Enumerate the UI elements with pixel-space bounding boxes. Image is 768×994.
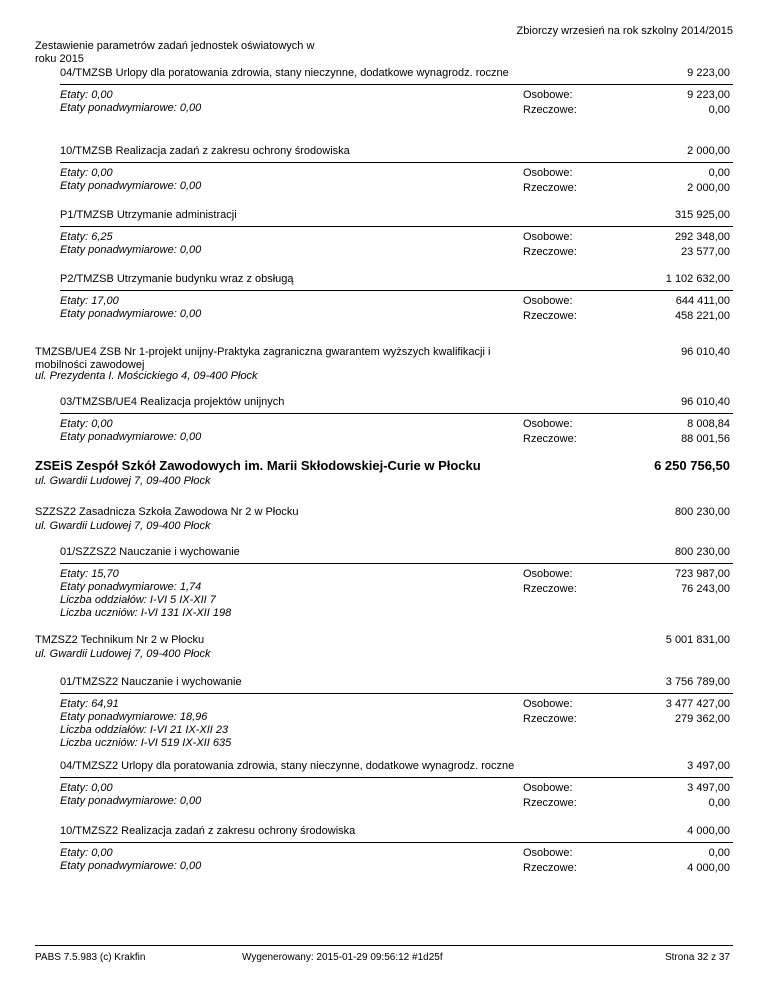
osobowe-label: Osobowe: — [523, 847, 573, 859]
footer-generated: Wygenerowany: 2015-01-29 09:56:12 #1d25f — [242, 952, 443, 963]
osobowe-label: Osobowe: — [523, 167, 573, 179]
task-title: P1/TMZSB Utrzymanie administracji — [60, 209, 237, 221]
task-title: 10/TMZSB Realizacja zadań z zakresu ochrony środowiska — [60, 145, 350, 157]
etaty-value: 17,00 — [91, 295, 119, 307]
etaty-label: Etaty: — [60, 167, 89, 179]
unit-title: TMZSZ2 Technikum Nr 2 w Płocku — [35, 634, 205, 646]
rzeczowe-label: Rzeczowe: — [523, 713, 577, 725]
etaty-pon-label: Etaty ponadwymiarowe: — [60, 244, 177, 256]
unit-title-cont: mobilności zawodowej — [35, 359, 145, 371]
etaty-pon-value: 0,00 — [179, 244, 202, 256]
task-total: 2 000,00 — [687, 145, 730, 157]
footer-page-number: Strona 32 z 37 — [664, 952, 730, 963]
unit-title: SZZSZ2 Zasadnicza Szkoła Zawodowa Nr 2 w Płocku — [35, 506, 299, 518]
rzeczowe-label: Rzeczowe: — [523, 862, 577, 874]
footer-divider — [35, 945, 733, 946]
etaty-label: Etaty: — [60, 568, 89, 580]
etaty-row — [60, 89, 113, 101]
etaty-pon-label: Etaty ponadwymiarowe: — [60, 795, 177, 807]
task-total: 9 223,00 — [687, 67, 730, 79]
etaty-pon-value: 18,96 — [179, 711, 208, 723]
uczniowie-row: Liczba uczniów: I-VI 131 IX-XII 198 — [60, 607, 232, 619]
etaty-value: 0,00 — [91, 418, 113, 430]
etaty-pon-label: Etaty ponadwymiarowe: — [60, 711, 177, 723]
etaty-pon-label: Etaty ponadwymiarowe: — [60, 581, 177, 593]
task-total: 1 102 632,00 — [665, 273, 730, 285]
unit-total: 5 001 831,00 — [665, 634, 730, 646]
osobowe-value: 8 008,84 — [687, 418, 730, 430]
etaty-pon-row — [60, 860, 201, 872]
task-total: 315 925,00 — [674, 209, 730, 221]
oddzialy-row: Liczba oddziałów: I-VI 5 IX-XII 7 — [60, 594, 216, 606]
oddzialy-row: Liczba oddziałów: I-VI 21 IX-XII 23 — [60, 724, 229, 736]
etaty-pon-value: 1,74 — [179, 581, 202, 593]
rzeczowe-value: 2 000,00 — [687, 182, 730, 194]
osobowe-value: 3 477 427,00 — [665, 698, 730, 710]
unit-title: TMZSB/UE4 ZSB Nr 1-projekt unijny-Praktyka zagraniczna gwarantem wyższych kwalifikacji i — [35, 346, 491, 358]
rzeczowe-label: Rzeczowe: — [523, 433, 577, 445]
task-divider — [60, 84, 733, 85]
rzeczowe-value: 458 221,00 — [674, 310, 730, 322]
etaty-pon-row — [60, 308, 201, 320]
etaty-pon-row — [60, 795, 201, 807]
report-subtitle: Zestawienie parametrów zadań jednostek oświatowych w — [35, 40, 315, 52]
osobowe-value: 3 497,00 — [687, 782, 730, 794]
etaty-pon-row — [60, 102, 201, 114]
etaty-value: 15,70 — [91, 568, 119, 580]
etaty-pon-row — [60, 581, 201, 593]
etaty-label: Etaty: — [60, 847, 89, 859]
uczniowie-row: Liczba uczniów: I-VI 519 IX-XII 635 — [60, 737, 232, 749]
footer-software: PABS 7.5.983 (c) Krakfin — [35, 952, 146, 963]
rzeczowe-value: 0,00 — [708, 104, 730, 116]
task-divider — [60, 563, 733, 564]
rzeczowe-value: 0,00 — [708, 797, 730, 809]
rzeczowe-label: Rzeczowe: — [523, 583, 577, 595]
task-divider — [60, 290, 733, 291]
task-title: 03/TMZSB/UE4 Realizacja projektów unijnych — [60, 396, 285, 408]
task-divider — [60, 777, 733, 778]
etaty-pon-label: Etaty ponadwymiarowe: — [60, 431, 177, 443]
osobowe-label: Osobowe: — [523, 568, 573, 580]
task-title: 04/TMZSB Urlopy dla poratowania zdrowia, stany nieczynne, dodatkowe wynagrodz. roczne — [60, 67, 509, 79]
unit-address: ul. Gwardii Ludowej 7, 09-400 Płock — [35, 648, 211, 660]
etaty-value: 64,91 — [91, 698, 119, 710]
etaty-pon-row — [60, 711, 207, 723]
etaty-pon-label: Etaty ponadwymiarowe: — [60, 860, 177, 872]
osobowe-label: Osobowe: — [523, 231, 573, 243]
report-title: Zbiorczy wrzesień na rok szkolny 2014/2015 — [516, 25, 733, 37]
osobowe-value: 0,00 — [708, 847, 730, 859]
unit-total: 800 230,00 — [674, 506, 730, 518]
etaty-row — [60, 782, 113, 794]
etaty-label: Etaty: — [60, 89, 89, 101]
osobowe-label: Osobowe: — [523, 89, 573, 101]
etaty-pon-value: 0,00 — [179, 860, 202, 872]
rzeczowe-label: Rzeczowe: — [523, 310, 577, 322]
task-title: 10/TMZSZ2 Realizacja zadań z zakresu ochrony środowiska — [60, 825, 356, 837]
etaty-pon-value: 0,00 — [179, 102, 202, 114]
task-divider — [60, 693, 733, 694]
rzeczowe-label: Rzeczowe: — [523, 182, 577, 194]
task-total: 4 000,00 — [687, 825, 730, 837]
unit-total: 96 010,40 — [681, 346, 730, 358]
rzeczowe-value: 88 001,56 — [681, 433, 730, 445]
etaty-label: Etaty: — [60, 698, 89, 710]
task-divider — [60, 842, 733, 843]
osobowe-value: 723 987,00 — [674, 568, 730, 580]
etaty-row — [60, 295, 119, 307]
osobowe-label: Osobowe: — [523, 295, 573, 307]
etaty-row — [60, 847, 113, 859]
rzeczowe-label: Rzeczowe: — [523, 104, 577, 116]
etaty-pon-label: Etaty ponadwymiarowe: — [60, 308, 177, 320]
osobowe-label: Osobowe: — [523, 782, 573, 794]
etaty-label: Etaty: — [60, 231, 89, 243]
task-divider — [60, 413, 733, 414]
task-title: 04/TMZSZ2 Urlopy dla poratowania zdrowia, stany nieczynne, dodatkowe wynagrodz. roczne — [60, 760, 515, 772]
etaty-value: 0,00 — [91, 167, 113, 179]
etaty-label: Etaty: — [60, 295, 89, 307]
etaty-value: 6,25 — [91, 231, 113, 243]
etaty-value: 0,00 — [91, 782, 113, 794]
report-subtitle-year: roku 2015 — [35, 53, 84, 65]
task-divider — [60, 226, 733, 227]
school-total: 6 250 756,50 — [654, 458, 730, 473]
etaty-pon-label: Etaty ponadwymiarowe: — [60, 102, 177, 114]
rzeczowe-value: 76 243,00 — [681, 583, 730, 595]
osobowe-value: 0,00 — [708, 167, 730, 179]
rzeczowe-value: 4 000,00 — [687, 862, 730, 874]
etaty-pon-value: 0,00 — [179, 308, 202, 320]
etaty-pon-row — [60, 244, 201, 256]
etaty-row — [60, 167, 113, 179]
task-total: 96 010,40 — [681, 396, 730, 408]
etaty-pon-value: 0,00 — [179, 795, 202, 807]
task-total: 3 756 789,00 — [665, 676, 730, 688]
etaty-label: Etaty: — [60, 418, 89, 430]
etaty-row — [60, 231, 113, 243]
task-title: 01/TMZSZ2 Nauczanie i wychowanie — [60, 676, 242, 688]
etaty-pon-row — [60, 431, 201, 443]
rzeczowe-label: Rzeczowe: — [523, 797, 577, 809]
etaty-row — [60, 418, 113, 430]
etaty-pon-value: 0,00 — [179, 180, 202, 192]
rzeczowe-value: 279 362,00 — [674, 713, 730, 725]
school-title: ZSEiS Zespół Szkół Zawodowych im. Marii Skłodowskiej-Curie w Płocku — [35, 458, 481, 473]
etaty-row — [60, 698, 119, 710]
osobowe-value: 9 223,00 — [687, 89, 730, 101]
etaty-row — [60, 568, 119, 580]
osobowe-value: 644 411,00 — [675, 295, 730, 307]
task-divider — [60, 162, 733, 163]
osobowe-label: Osobowe: — [523, 418, 573, 430]
etaty-value: 0,00 — [91, 89, 113, 101]
etaty-pon-value: 0,00 — [179, 431, 202, 443]
task-total: 800 230,00 — [674, 546, 730, 558]
etaty-pon-row — [60, 180, 201, 192]
rzeczowe-value: 23 577,00 — [681, 246, 730, 258]
osobowe-label: Osobowe: — [523, 698, 573, 710]
osobowe-value: 292 348,00 — [674, 231, 730, 243]
etaty-label: Etaty: — [60, 782, 89, 794]
rzeczowe-label: Rzeczowe: — [523, 246, 577, 258]
unit-address: ul. Prezydenta I. Mościckiego 4, 09-400 Płock — [35, 370, 258, 382]
task-total: 3 497,00 — [687, 760, 730, 772]
etaty-pon-label: Etaty ponadwymiarowe: — [60, 180, 177, 192]
task-title: 01/SZZSZ2 Nauczanie i wychowanie — [60, 546, 240, 558]
school-address: ul. Gwardii Ludowej 7, 09-400 Płock — [35, 475, 211, 487]
task-title: P2/TMZSB Utrzymanie budynku wraz z obsługą — [60, 273, 294, 285]
etaty-value: 0,00 — [91, 847, 113, 859]
unit-address: ul. Gwardii Ludowej 7, 09-400 Płock — [35, 520, 211, 532]
